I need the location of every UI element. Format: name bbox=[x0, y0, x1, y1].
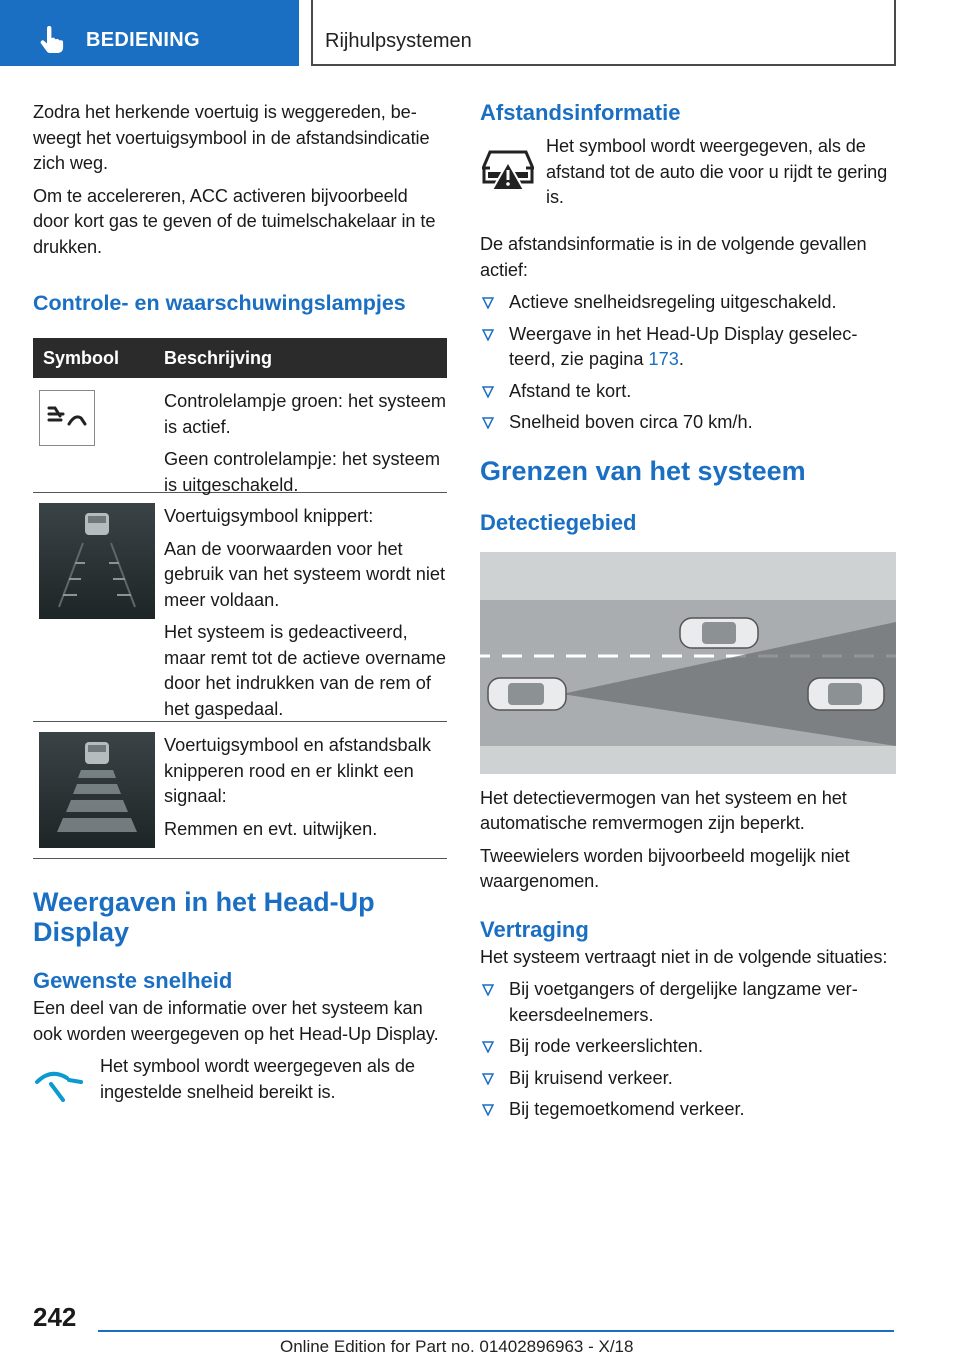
heading-deceleration: Vertraging bbox=[480, 916, 589, 942]
hand-pointer-icon bbox=[38, 26, 66, 54]
list-item: Bij rode verkeerslichten. bbox=[480, 1034, 896, 1060]
description-cell bbox=[164, 722, 447, 858]
heading-warning-lamps: Controle- en waarschuwingslampjes bbox=[33, 291, 406, 315]
list-item: Bij kruisend verkeer. bbox=[480, 1066, 896, 1092]
section-label: BEDIENING bbox=[86, 29, 200, 51]
right-column bbox=[480, 100, 896, 1129]
vehicle-flashing-icon bbox=[39, 503, 155, 619]
deceleration-bullet-list bbox=[480, 977, 896, 1123]
vehicle-distance-bar-icon bbox=[39, 732, 155, 848]
heading-system-limits: Grenzen van het systeem bbox=[480, 455, 806, 486]
description-cell bbox=[164, 378, 447, 495]
distance-symbol-note bbox=[480, 134, 896, 218]
bullet-triangle-icon bbox=[482, 1104, 494, 1116]
description-text: Controlelampje groen: het systeem is actief. bbox=[164, 391, 447, 437]
description-text: Voertuigsymbool knippert: bbox=[164, 506, 374, 526]
description-cell bbox=[164, 493, 447, 721]
bullet-triangle-icon bbox=[482, 386, 494, 398]
section-tab[interactable] bbox=[0, 0, 299, 66]
description-text: Voertuigsymbool en afstandsbalk knipperen rood en er klinkt een signaal: bbox=[164, 735, 431, 806]
description-text: Geen controlelampje: het systeem is uitgeschakeld. bbox=[164, 449, 440, 495]
lead-car bbox=[680, 618, 758, 648]
ahead-car bbox=[808, 678, 884, 710]
speed-symbol-note bbox=[33, 1054, 447, 1114]
edition-note: Online Edition for Part no. 01402896963 - X/18 bbox=[280, 1337, 634, 1356]
list-item: Weergave in het Head-Up Display geselecteerd, zie pagina 173. bbox=[480, 322, 896, 373]
list-item: Bij tegemoetkomend verkeer. bbox=[480, 1097, 896, 1123]
heading-detection-area: Detectiegebied bbox=[480, 509, 637, 535]
bullet-triangle-icon bbox=[482, 297, 494, 309]
table-row bbox=[33, 378, 447, 493]
acc-indicator-icon bbox=[39, 390, 95, 446]
detection-paragraph-2: Tweewielers worden bijvoorbeeld mogelijk niet waargenomen. bbox=[480, 845, 850, 891]
bullet-triangle-icon bbox=[482, 329, 494, 341]
own-car bbox=[488, 678, 566, 710]
page-number: 242 bbox=[33, 1302, 77, 1332]
symbol-cell bbox=[33, 722, 164, 858]
distance-warning-car-icon bbox=[480, 142, 536, 194]
column-header-description: Beschrijving bbox=[164, 347, 273, 368]
lamps-table bbox=[33, 338, 447, 859]
bullet-triangle-icon bbox=[482, 1041, 494, 1053]
left-column bbox=[33, 100, 447, 1114]
distance-symbol-text: Het symbool wordt weergegeven, als de afstand tot de auto die voor u rijdt te gering is. bbox=[546, 136, 888, 207]
symbol-cell bbox=[33, 493, 164, 721]
bullet-triangle-icon bbox=[482, 417, 494, 429]
table-row bbox=[33, 493, 447, 722]
heading-desired-speed: Gewenste snelheid bbox=[33, 968, 233, 993]
heading-hud-displays: Weergaven in het Head-Up Display bbox=[33, 887, 375, 947]
detection-area-illustration bbox=[480, 552, 896, 774]
list-item: Snelheid boven circa 70 km/h. bbox=[480, 410, 896, 436]
detection-paragraph-1: Het detectievermogen van het systeem en het automatische remvermogen zijn beperkt. bbox=[480, 787, 847, 833]
intro-paragraph-1: Zodra het herkende voertuig is weggereden, beweegt het voertuigsymbool in de afstandsindicatie zich weg. bbox=[33, 102, 430, 173]
list-item: Afstand te kort. bbox=[480, 379, 896, 405]
deceleration-paragraph: Het systeem vertraagt niet in de volgende situaties: bbox=[480, 946, 888, 967]
bullet-triangle-icon bbox=[482, 1073, 494, 1085]
table-row bbox=[33, 722, 447, 859]
list-item: Bij voetgangers of dergelijke langzame verkeersdeelnemers. bbox=[480, 977, 896, 1028]
speed-reached-icon bbox=[33, 1066, 89, 1102]
bullet-triangle-icon bbox=[482, 984, 494, 996]
speed-paragraph: Een deel van de informatie over het systeem kan ook worden weergegeven op het Head-Up Display. bbox=[33, 998, 439, 1044]
column-header-symbol: Symbool bbox=[43, 347, 120, 368]
table-header bbox=[33, 338, 447, 378]
description-text: Aan de voorwaarden voor het gebruik van het systeem wordt niet meer voldaan. bbox=[164, 538, 446, 610]
heading-distance-info: Afstandsinformatie bbox=[480, 100, 681, 125]
description-text: Het systeem is gedeactiveerd, maar remt tot de actieve overname door het indrukken van de rem of het gaspedaal. bbox=[164, 622, 447, 719]
page-link[interactable]: 173 bbox=[648, 349, 679, 369]
symbol-cell bbox=[33, 378, 164, 492]
intro-paragraph-2: Om te accelereren, ACC activeren bijvoorbeeld door kort gas te geven of de tuimelschakelaar in te drukken. bbox=[33, 185, 436, 257]
chapter-title: Rijhulpsystemen bbox=[325, 30, 472, 52]
distance-bullet-list bbox=[480, 290, 896, 436]
footer-divider bbox=[98, 1330, 894, 1332]
speed-symbol-text: Het symbool wordt weergegeven als de ingestelde snelheid bereikt is. bbox=[100, 1056, 415, 1102]
description-text: Remmen en evt. uitwijken. bbox=[164, 818, 378, 839]
list-item: Actieve snelheidsregeling uitgeschakeld. bbox=[480, 290, 896, 316]
distance-paragraph: De afstandsinformatie is in de volgende gevallen actief: bbox=[480, 234, 867, 280]
